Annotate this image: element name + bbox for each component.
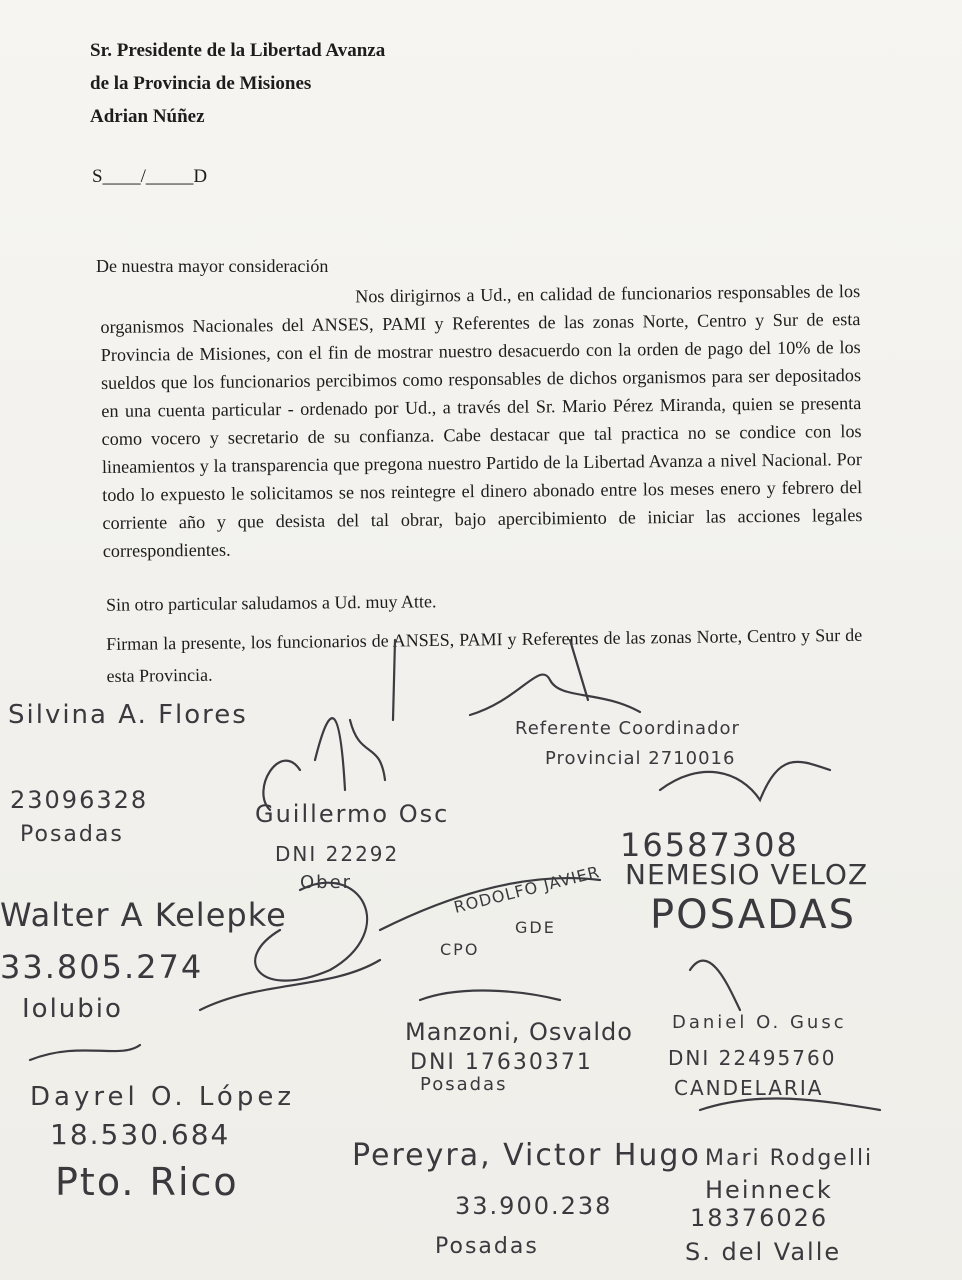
hw-gusc-name: Daniel O. Gusc	[672, 1012, 847, 1033]
hw-manzoni-id: DNI 17630371	[410, 1050, 593, 1075]
hw-rodgelli-id: 18376026	[690, 1204, 829, 1232]
hw-lopez-name: Dayrel O. López	[30, 1082, 295, 1112]
hw-veloz-name: NEMESIO VELOZ	[625, 858, 869, 891]
hw-pereyra-city: Posadas	[435, 1234, 539, 1259]
hw-flores-city: Posadas	[20, 822, 124, 847]
closing-line: Sin otro particular saludamos a Ud. muy Atte.	[105, 591, 437, 615]
hw-veloz-id: 16587308	[620, 826, 799, 864]
hw-rodolfo-gde: GDE	[515, 918, 556, 937]
hw-flores-id: 23096328	[10, 786, 149, 814]
hw-rodgelli-name: Mari Rodgelli	[705, 1146, 874, 1171]
hw-veloz-city: POSADAS	[650, 892, 856, 938]
hw-flores-name: Silvina A. Flores	[8, 700, 248, 730]
hw-rodolfo-cpo: CPO	[440, 940, 480, 959]
address-line-1: Sr. Presidente de la Libertad Avanza	[90, 40, 386, 61]
hw-lopez-id: 18.530.684	[50, 1118, 231, 1151]
greeting: De nuestra mayor consideración	[96, 256, 329, 276]
salutation-line: S____/_____D	[92, 166, 208, 187]
hw-rodgelli-city: S. del Valle	[685, 1238, 842, 1266]
hw-manzoni-city: Posadas	[420, 1074, 508, 1095]
hw-walter-name: Walter A Kelepke	[0, 896, 287, 934]
hw-lopez-city: Pto. Rico	[55, 1160, 239, 1204]
hw-rodolfo-name: RODOLFO JAVIER	[451, 862, 602, 917]
hw-guillermo-id: DNI 22292	[275, 842, 400, 866]
hw-walter-city: Iolubio	[22, 994, 123, 1024]
hw-referente-id: Provincial 2710016	[545, 748, 736, 769]
hw-walter-id: 33.805.274	[0, 948, 204, 986]
hw-manzoni-name: Manzoni, Osvaldo	[405, 1018, 633, 1046]
hw-pereyra-name: Pereyra, Victor Hugo	[352, 1138, 701, 1173]
address-line-2: de la Provincia de Misiones	[90, 73, 312, 94]
signed-by-line: Firman la presente, los funcionarios de ANSES, PAMI y Referentes de las zonas Norte, Centro y Sur de esta Provincia.	[106, 624, 863, 686]
hw-gusc-city: CANDELARIA	[674, 1076, 824, 1100]
address-line-3: Adrian Núñez	[90, 106, 205, 127]
hw-rodgelli-surname: Heinneck	[705, 1176, 833, 1204]
hw-guillermo-name: Guillermo Osc	[255, 800, 450, 828]
hw-referente-title: Referente Coordinador	[515, 718, 740, 739]
hw-guillermo-city: Ober	[300, 872, 353, 893]
hw-gusc-id: DNI 22495760	[668, 1046, 837, 1070]
letter-body: Nos dirigirnos a Ud., en calidad de funcionarios responsables de los organismos Nacionales del ANSES, PAMI y Referentes de las zonas Norte, Centro y Sur de esta Provincia de Misiones, con el fin de mostrar nuestro desacuerdo con la orden de pago del 10% de los sueldos que los funcionarios percibimos como responsables de dichos organismos para ser depositados en una cuenta particular - ordenado por Ud., a través del Sr. Mario Pérez Miranda, quien se presenta como vocero y secretario de su confianza. Cabe destacar que tal practica no se condice con los lineamientos y la transparencia que pregona nuestro Partido de la Libertad Avanza a nivel Nacional. Por todo lo expuesto le solicitamos se nos reintegre el dinero abonado entre los meses enero y febrero del corriente año y que desista del tal obrar, bajo apercibimiento de iniciar las acciones legales correspondientes.	[100, 281, 863, 561]
hw-pereyra-id: 33.900.238	[455, 1192, 613, 1220]
